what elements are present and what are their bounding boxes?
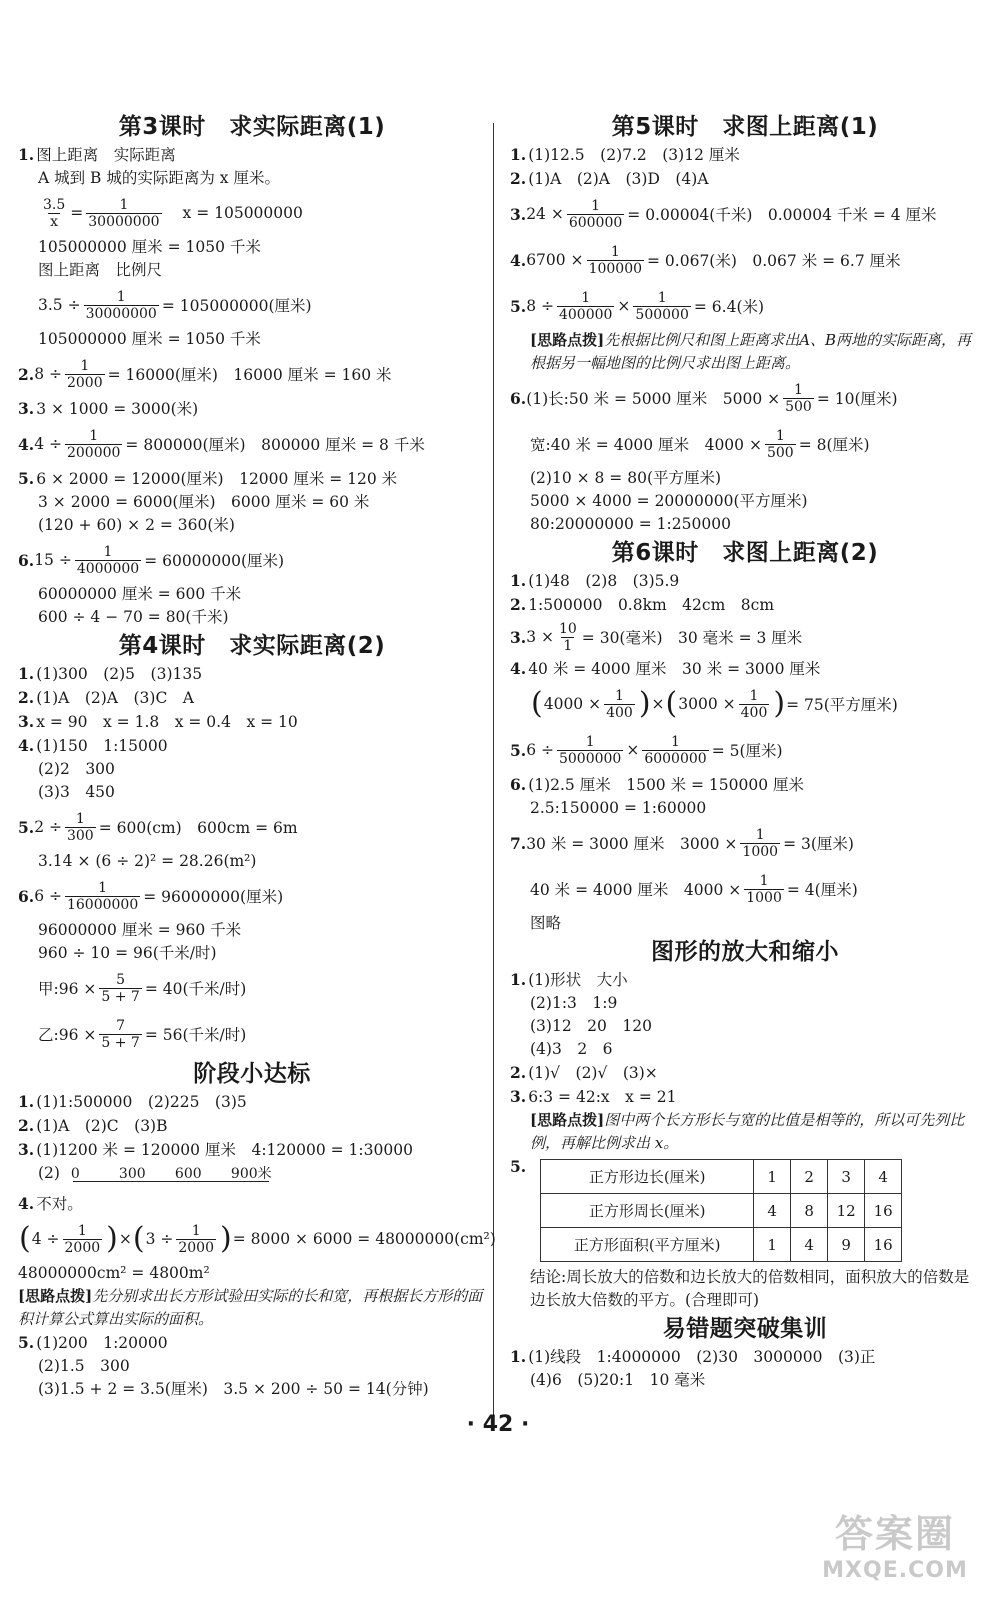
section-title: 第6课时 求图上距离(2): [611, 540, 879, 566]
right-column: [510, 110, 980, 1392]
fraction: $\frac{1}{16000000}$: [66, 879, 139, 913]
answer-line: 105000000 厘米 = 1050 千米: [38, 238, 261, 256]
table-row-label: 正方形边长(厘米): [541, 1160, 754, 1194]
table-cell: 3: [828, 1160, 865, 1194]
answer-line: (3)1.5 + 2 = 3.5(厘米) 3.5 × 200 ÷ 50 = 14(分钟): [38, 1380, 429, 1398]
section-title: 第5课时 求图上距离(1): [611, 114, 879, 140]
answer-line: 图略: [530, 914, 562, 932]
answer-line: 3. 3 × 1000 = 3000(米): [18, 399, 199, 418]
answer-line: (4)6 (5)20:1 10 毫米: [530, 1371, 706, 1389]
answer-line: 4. (1)150 1:15000: [18, 736, 168, 755]
section-title: 易错题突破集训: [662, 1316, 828, 1342]
answer-line: 1. (1)12.5 (2)7.2 (3)12 厘米: [510, 145, 740, 164]
fraction: $\frac{7}{5 + 7}$: [101, 1017, 140, 1051]
answer-line: 图上距离 比例尺: [38, 261, 163, 279]
table-row: [541, 1194, 902, 1228]
table-cell: 16: [865, 1228, 902, 1262]
fraction: $\frac{1}{2000}$: [64, 1222, 101, 1256]
table-row: [541, 1228, 902, 1262]
fraction: $\frac{1}{2000}$: [66, 357, 103, 391]
table-cell: 2: [791, 1160, 828, 1194]
fraction: $\frac{1}{100000}$: [588, 243, 643, 277]
scale-bar: [71, 1163, 291, 1185]
column-divider: [493, 123, 494, 1415]
section-title: 第3课时 求实际距离(1): [118, 114, 386, 140]
answer-line: 1. (1)300 (2)5 (3)135: [18, 664, 203, 683]
fraction: $\frac{1}{1000}$: [746, 872, 782, 906]
answer-line: 5. (1)200 1:20000: [18, 1333, 168, 1352]
answer-line: 1. 图上距离 实际距离: [18, 145, 176, 164]
fraction: $\frac{1}{400000}$: [558, 289, 613, 323]
answer-line: 96000000 厘米 = 960 千米: [38, 921, 242, 939]
table-row-label: 正方形面积(平方厘米): [541, 1228, 754, 1262]
fraction: $\frac{1}{2000}$: [178, 1222, 214, 1256]
answer-line: 600 ÷ 4 − 70 = 80(千米): [38, 608, 229, 626]
table-cell: 1: [754, 1228, 791, 1262]
table-cell: 12: [828, 1194, 865, 1228]
answer-line: 3.14 × (6 ÷ 2)² = 28.26(m²): [38, 852, 257, 870]
fraction: $\frac{1}{400}$: [740, 687, 768, 721]
fraction: $\frac{3.5}{x}$: [43, 196, 66, 230]
answer-line: (2)2 300: [38, 760, 115, 778]
answer-line: 4. 40 米 = 4000 厘米 30 米 = 3000 厘米: [510, 659, 821, 678]
hint-note: [思路点拨]先根据比例尺和图上距离求出A、B两地的实际距离，再根据另一幅地图的比例尺求出图上距离。: [530, 331, 972, 372]
fraction: $\frac{1}{5000000}$: [558, 733, 622, 767]
hint-note: [思路点拨]先分别求出长方形试验田实际的长和宽，再根据长方形的面积计算公式算出实际的面积。: [18, 1287, 483, 1328]
formula-line: 6. 15 ÷ $\frac{1}{4000000}$ = 60000000(厘米): [18, 543, 285, 577]
answer-line: 1. (1)线段 1:4000000 (2)30 3000000 (3)正: [510, 1347, 876, 1366]
fraction: $\frac{1}{500}$: [766, 427, 794, 461]
answer-line: (4)3 2 6: [530, 1040, 613, 1058]
answer-line: (2)10 × 8 = 80(平方厘米): [530, 469, 722, 487]
table-cell: 16: [865, 1194, 902, 1228]
formula-line: 6. (1)长:50 米 = 5000 厘米 5000 × $\frac{1}{500}$ = 10(厘米): [510, 381, 898, 415]
answer-line: 2. (1)A (2)A (3)D (4)A: [510, 169, 709, 188]
formula-line: 4. 4 ÷ $\frac{1}{200000}$ = 800000(厘米) 800000 厘米 = 8 千米: [18, 427, 425, 461]
formula-line: ( 4000 × $\frac{1}{400}$ ) × ( 3000 × $\frac{1}{400}$ ) = 75(平方厘米): [531, 686, 898, 721]
answer-line: 2. (1)√ (2)√ (3)×: [510, 1063, 658, 1082]
answer-line: 5000 × 4000 = 20000000(平方厘米): [530, 492, 808, 510]
page-number: · 42 ·: [466, 1412, 530, 1437]
answer-line: 1. (1)1:500000 (2)225 (3)5: [18, 1092, 247, 1111]
answer-line: 2. (1)A (2)A (3)C A: [18, 688, 194, 707]
fraction: $\frac{1}{6000000}$: [644, 733, 707, 767]
table-cell: 4: [754, 1194, 791, 1228]
answer-line: 1. (1)形状 大小: [510, 970, 628, 989]
section-title: 第4课时 求实际距离(2): [118, 633, 386, 659]
answer-line: (3)3 450: [38, 783, 115, 801]
formula-line: 3. 3 × $\frac{10}{1}$ = 30(毫米) 30 毫米 = 3 厘米: [510, 620, 803, 654]
answer-line: 6. (1)2.5 厘米 1500 米 = 150000 厘米: [510, 775, 805, 794]
answer-line: 48000000cm² = 4800m²: [18, 1264, 210, 1282]
answer-line: 1. (1)48 (2)8 (3)5.9: [510, 571, 680, 590]
table-cell: 4: [791, 1228, 828, 1262]
scale-tick-label: 600: [174, 1166, 202, 1182]
formula-line: 5. 8 ÷ $\frac{1}{400000}$ × $\frac{1}{500000}$ = 6.4(米): [510, 289, 765, 323]
table-row-label: 正方形周长(厘米): [541, 1194, 754, 1228]
scale-tick-label: 300: [118, 1166, 146, 1182]
conclusion-text: 结论:周长放大的倍数和边长放大的倍数相同，面积放大的倍数是边长放大倍数的平方。(合理即可): [530, 1268, 970, 1309]
answer-line: 3. (1)1200 米 = 120000 厘米 4:120000 = 1:30000: [18, 1140, 413, 1159]
table-cell: 8: [791, 1194, 828, 1228]
table-block: 5. 正方形边长(厘米) 1 2 3 4 正方形周长(厘米) 4 8 12 16 正方形面积(平方厘米) 1 4 9 16: [510, 1155, 980, 1266]
fraction: $\frac{1}{1000}$: [742, 826, 779, 860]
answer-line: 3. x = 90 x = 1.8 x = 0.4 x = 10: [18, 712, 298, 731]
table-row: [541, 1160, 902, 1194]
answer-line: 3. 6:3 = 42:x x = 21: [510, 1087, 677, 1106]
answer-line: (2)1:3 1:9: [530, 994, 618, 1012]
formula-line: ( 4 ÷ $\frac{1}{2000}$ ) × ( 3 ÷ $\frac{1}{2000}$ ) = 8000 × 6000 = 48000000(cm²): [19, 1221, 496, 1256]
answer-line: (3)12 20 120: [530, 1017, 652, 1035]
formula-line: 2. 8 ÷ $\frac{1}{2000}$ = 16000(厘米) 16000 厘米 = 160 米: [18, 357, 392, 391]
formula-line: 5. 2 ÷ $\frac{1}{300}$ = 600(cm) 600cm = 6m: [18, 810, 298, 844]
fraction: $\frac{1}{30000000}$: [88, 196, 160, 230]
table-cell: 1: [754, 1160, 791, 1194]
square-table: [540, 1159, 902, 1262]
answer-line: (2) 0 300 600 900米: [18, 1162, 486, 1192]
scale-tick-label: 0: [70, 1166, 80, 1182]
left-column: [18, 110, 496, 1401]
fraction: $\frac{1}{200000}$: [66, 427, 121, 461]
fraction: $\frac{10}{1}$: [558, 620, 577, 654]
answer-line: 2. 1:500000 0.8km 42cm 8cm: [510, 595, 775, 614]
fraction: $\frac{1}{500}$: [785, 381, 812, 415]
fraction: $\frac{1}{600000}$: [568, 197, 623, 231]
answer-line: 80:20000000 = 1:250000: [530, 515, 731, 533]
table-cell: 9: [828, 1228, 865, 1262]
section-title: 图形的放大和缩小: [651, 939, 839, 965]
formula-line: 3. 24 × $\frac{1}{600000}$ = 0.00004(千米) 0.00004 千米 = 4 厘米: [510, 197, 937, 231]
fraction: $\frac{5}{5 + 7}$: [101, 971, 140, 1005]
scale-tick-label: 900米: [230, 1166, 272, 1182]
formula-line: $\frac{3.5}{x}$ = $\frac{1}{30000000}$ x = 105000000: [43, 196, 303, 230]
formula-line: 7. 30 米 = 3000 厘米 3000 × $\frac{1}{1000}$ = 3(厘米): [510, 826, 854, 860]
hint-note: [思路点拨]图中两个长方形长与宽的比值是相等的，所以可先列比例，再解比例求出 x。: [530, 1111, 965, 1152]
answer-line: 3 × 2000 = 6000(厘米) 6000 厘米 = 60 米: [38, 493, 370, 511]
watermark-logo: 答案圈 MXQE.COM: [822, 1512, 968, 1583]
formula-line: 40 米 = 4000 厘米 4000 × $\frac{1}{1000}$ = 4(厘米): [530, 872, 858, 906]
formula-line: 6. 6 ÷ $\frac{1}{16000000}$ = 96000000(厘米): [18, 879, 284, 913]
answer-line: 2. (1)A (2)C (3)B: [18, 1116, 168, 1135]
answer-line: (120 + 60) × 2 = 360(米): [38, 516, 235, 534]
formula-line: 乙:96 × $\frac{7}{5 + 7}$ = 56(千米/时): [38, 1017, 247, 1051]
answer-line: 4. 不对。: [18, 1194, 83, 1213]
answer-line: 105000000 厘米 = 1050 千米: [38, 330, 261, 348]
fraction: $\frac{1}{400}$: [606, 687, 633, 721]
answer-line: 2.5:150000 = 1:60000: [530, 799, 707, 817]
answer-line: 60000000 厘米 = 600 千米: [38, 585, 242, 603]
fraction: $\frac{1}{4000000}$: [76, 543, 140, 577]
formula-line: 3.5 ÷ $\frac{1}{30000000}$ = 105000000(厘米): [38, 288, 312, 322]
fraction: $\frac{1}{300}$: [66, 810, 94, 844]
fraction: $\frac{1}{500000}$: [635, 289, 689, 323]
answer-line: 960 ÷ 10 = 96(千米/时): [38, 944, 217, 962]
answer-line: A 城到 B 城的实际距离为 x 厘米。: [38, 169, 280, 187]
answer-line: 5. 6 × 2000 = 12000(厘米) 12000 厘米 = 120 米: [18, 469, 398, 488]
section-title: 阶段小达标: [193, 1061, 311, 1087]
formula-line: 5. 6 ÷ $\frac{1}{5000000}$ × $\frac{1}{6000000}$ = 5(厘米): [510, 733, 783, 767]
table-cell: 4: [865, 1160, 902, 1194]
formula-line: 4. 6700 × $\frac{1}{100000}$ = 0.067(米) 0.067 米 = 6.7 厘米: [510, 243, 901, 277]
fraction: $\frac{1}{30000000}$: [85, 288, 157, 322]
answer-line: (2)1.5 300: [38, 1357, 130, 1375]
formula-line: 甲:96 × $\frac{5}{5 + 7}$ = 40(千米/时): [38, 971, 247, 1005]
formula-line: 宽:40 米 = 4000 厘米 4000 × $\frac{1}{500}$ = 8(厘米): [530, 427, 870, 461]
